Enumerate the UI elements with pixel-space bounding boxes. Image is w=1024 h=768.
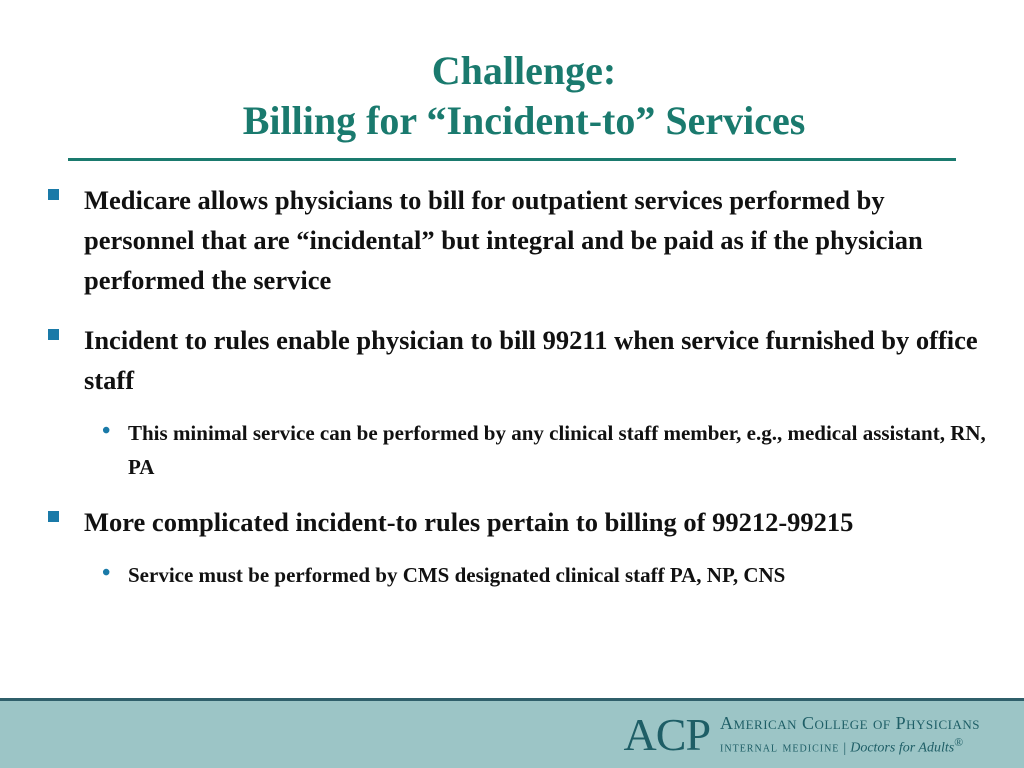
- logo-text: [720, 712, 980, 758]
- org-tagline: [720, 734, 980, 758]
- footer-band: [0, 698, 1024, 768]
- slide-title-line2: Billing for “Incident-to” Services: [242, 98, 806, 143]
- bullet-text: More complicated incident-to rules pertain to billing of 99212-99215: [84, 507, 854, 537]
- bullet-text: Medicare allows physicians to bill for outpatient services performed by personnel that are “incidental” but integral and be paid as if the physician performed the service: [84, 185, 923, 295]
- tagline-left: internal medicine: [720, 740, 840, 756]
- bullet-item-2: [48, 320, 988, 400]
- bullet-list: [48, 180, 988, 610]
- sub-bullet-text: Service must be performed by CMS designated clinical staff PA, NP, CNS: [128, 563, 786, 587]
- tagline-separator: |: [843, 740, 847, 756]
- bullet-item-1: [48, 180, 988, 300]
- slide-title: [0, 46, 1024, 146]
- org-name: American College of Physicians: [720, 713, 980, 734]
- round-bullet-icon: •: [102, 560, 111, 586]
- sub-bullet-text: This minimal service can be performed by any clinical staff member, e.g., medical assistant, RN, PA: [128, 421, 986, 479]
- slide-title-line1: Challenge:: [431, 48, 617, 93]
- bullet-item-3: [48, 502, 988, 542]
- tagline-right: Doctors for Adults: [850, 740, 955, 756]
- round-bullet-icon: •: [102, 418, 111, 444]
- sub-bullet-item-2: [102, 558, 988, 592]
- registered-mark: ®: [954, 736, 964, 750]
- bullet-text: Incident to rules enable physician to bill 99211 when service furnished by office staff: [84, 325, 978, 395]
- square-bullet-icon: [48, 189, 59, 200]
- title-divider: [68, 158, 956, 161]
- acp-logo: [624, 711, 980, 759]
- sub-bullet-item-1: [102, 416, 988, 484]
- logo-mark: ACP: [623, 709, 711, 760]
- square-bullet-icon: [48, 511, 59, 522]
- square-bullet-icon: [48, 329, 59, 340]
